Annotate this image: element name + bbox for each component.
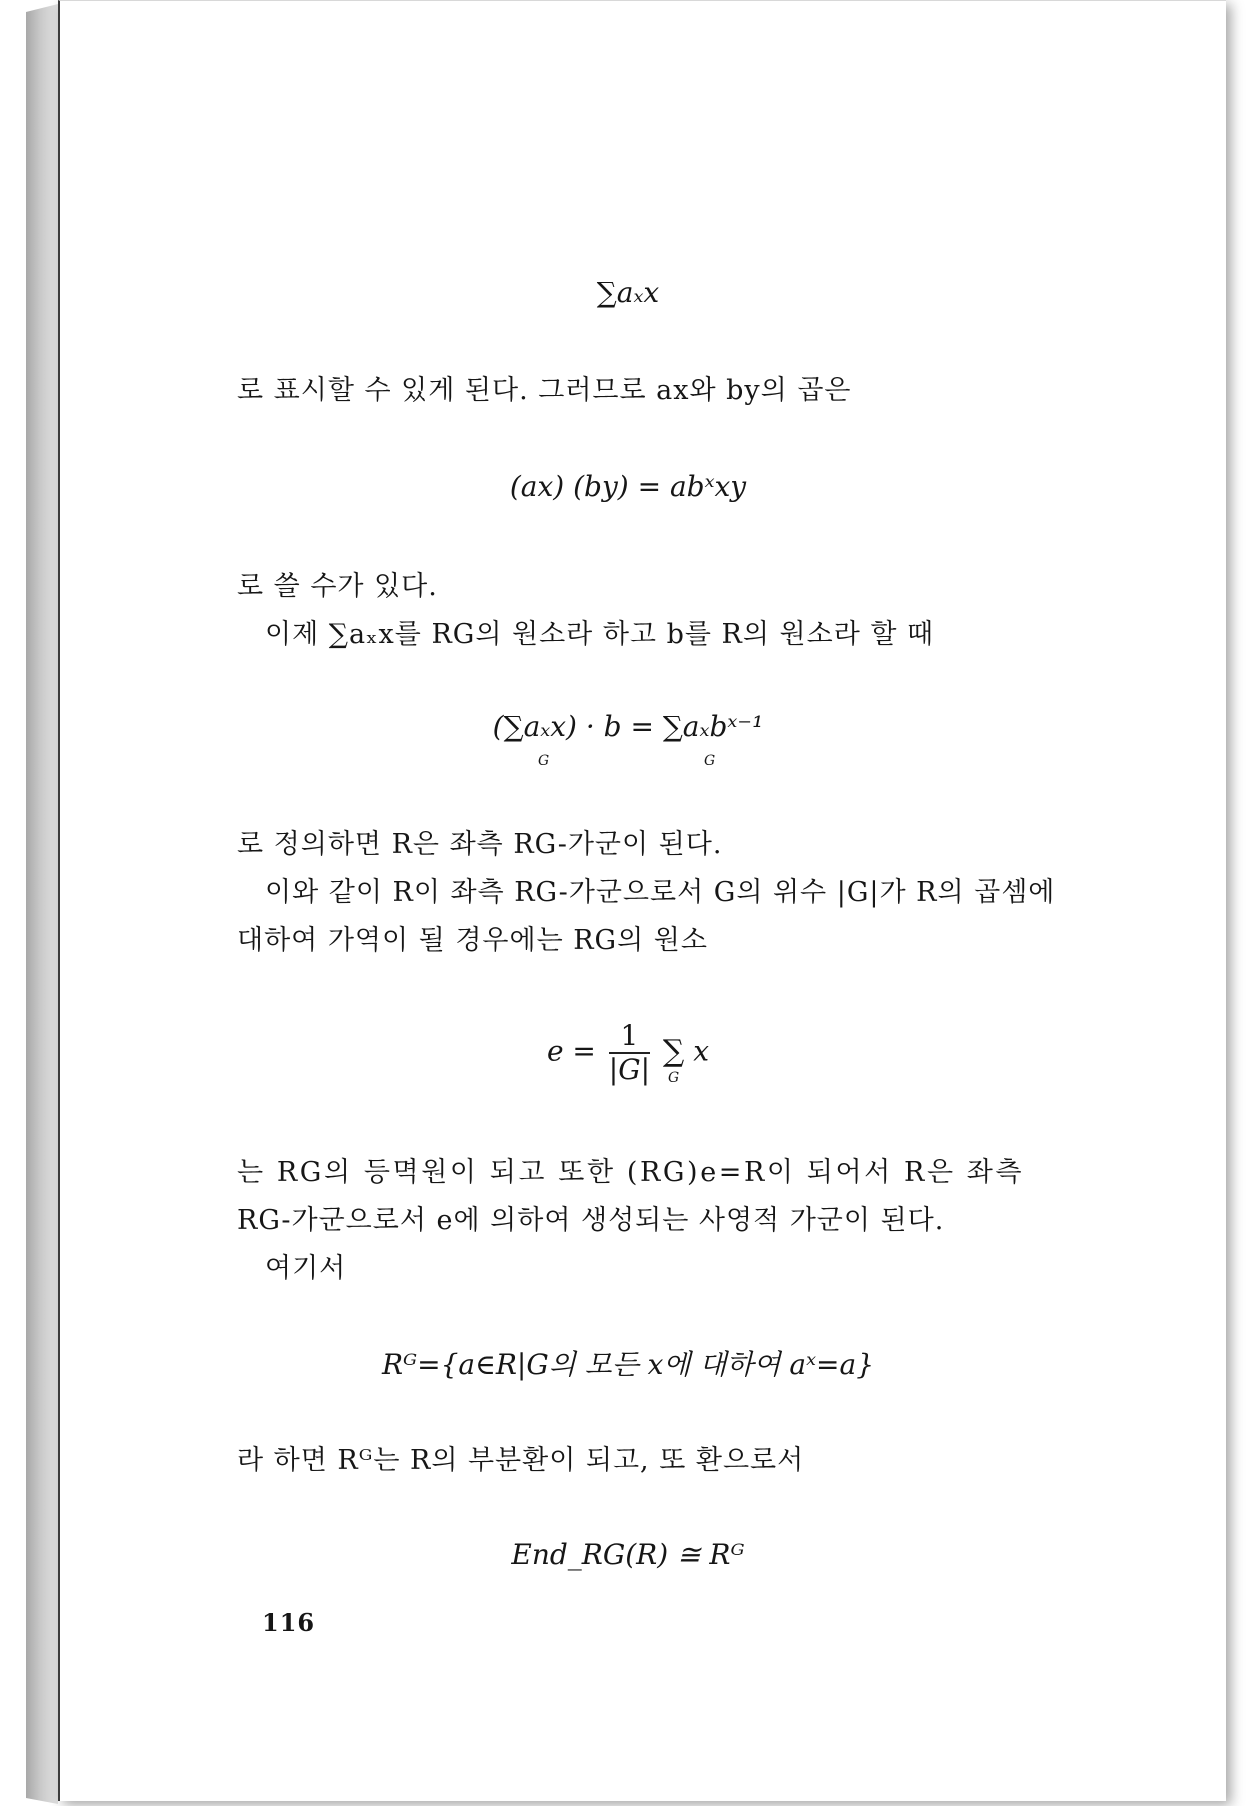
text-line-2: 로 쓸 수가 있다. (237, 571, 438, 602)
sum-subscript-g-3: G (668, 1069, 680, 1086)
text-line-10: 라 하면 Rᴳ는 R의 부분환이 되고, 또 환으로서 (237, 1445, 805, 1476)
text-line-1: 로 표시할 수 있게 된다. 그러므로 ax와 by의 곱은 (237, 375, 852, 406)
sum-subscript-g-2: G (704, 753, 716, 769)
equation-module-action-body: (∑aₓx) · b = ∑aₓbˣ⁻¹ (492, 710, 764, 743)
text-line-8: RG-가군으로서 e에 의하여 생성되는 사영적 가군이 된다. (237, 1205, 945, 1236)
sum-subscript-g-1: G (538, 753, 550, 769)
text-line-4: 로 정의하면 R은 좌측 RG-가군이 된다. (237, 829, 723, 860)
fraction-one-over-order (609, 1020, 650, 1086)
sum-operator: ∑ G (663, 1035, 684, 1069)
idempotent-lhs: e = (546, 1034, 596, 1068)
page-number: 116 (262, 1608, 316, 1637)
text-line-9: 여기서 (265, 1253, 347, 1284)
book-spine-edge (26, 4, 58, 1804)
fraction-denominator: |G| (608, 1053, 651, 1086)
equation-product: (ax) (by) = abˣxy (509, 470, 747, 503)
text-line-5: 이와 같이 R이 좌측 RG-가군으로서 G의 위수 |G|가 R의 곱셈에 (265, 877, 1056, 908)
text-line-3: 이제 ∑aₓx를 RG의 원소라 하고 b를 R의 원소라 할 때 (265, 619, 935, 650)
equation-module-action (0, 710, 1256, 769)
fraction-numerator: 1 (609, 1020, 650, 1054)
text-line-6: 대하여 가역이 될 경우에는 RG의 원소 (237, 925, 708, 956)
equation-sum-ax: ∑aₓx (596, 276, 660, 309)
equation-fixed-subring: Rᴳ={a∈R|G의 모든 x에 대하여 aˣ=a} (381, 1348, 875, 1381)
text-line-7: 는 RG의 등멱원이 되고 또한 (RG)e=R이 되어서 R은 좌측 (237, 1157, 1025, 1188)
equation-idempotent (0, 1020, 1256, 1086)
idempotent-rhs: x (693, 1034, 710, 1068)
equation-endomorphism: End_RG(R) ≅ Rᴳ (511, 1538, 745, 1571)
